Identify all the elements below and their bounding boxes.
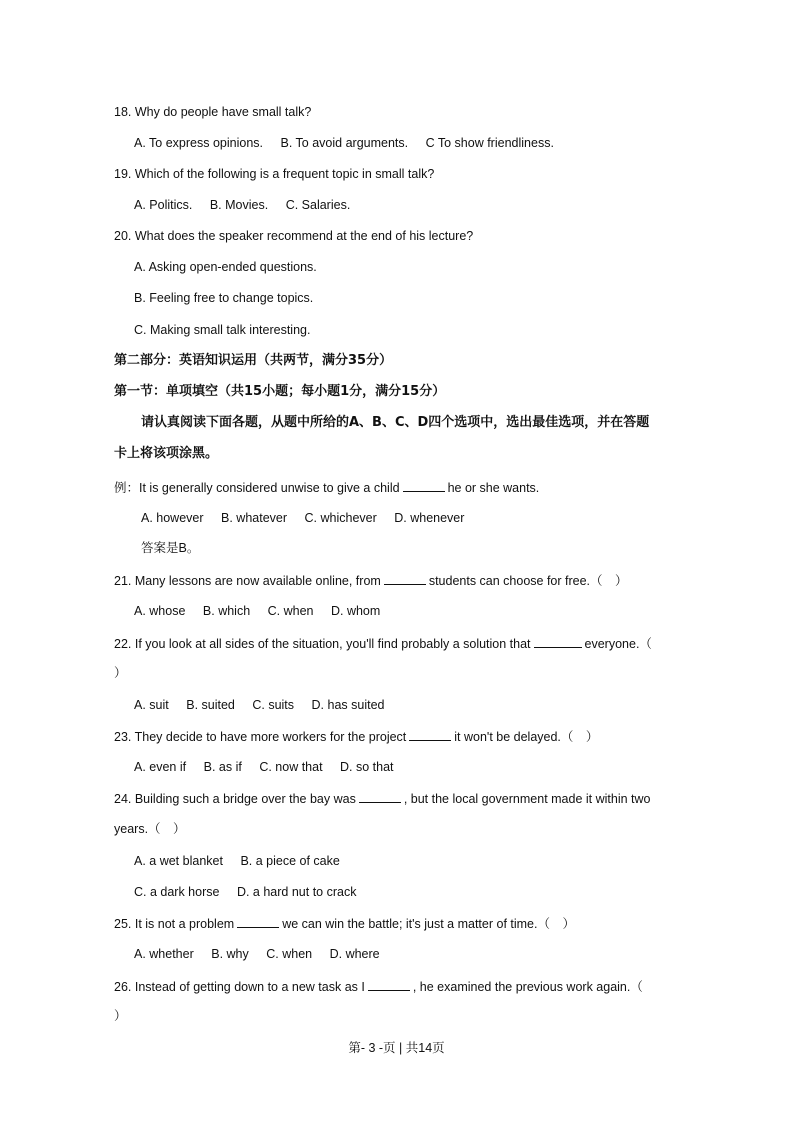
answer-blank <box>534 635 582 648</box>
option-d: D. so that <box>340 760 394 774</box>
question-19-stem: 19. Which of the following is a frequent topic in small talk? <box>114 167 435 181</box>
question-20-stem: 20. What does the speaker recommend at the end of his lecture? <box>114 229 474 243</box>
stem-text: 24. Building such a bridge over the bay was <box>114 792 356 806</box>
stem-text: 25. It is not a problem <box>114 917 235 931</box>
option-d: D. has suited <box>311 698 385 712</box>
option-c: C To show friendliness. <box>425 136 554 150</box>
option-a: A. suit <box>134 698 169 712</box>
question-20-option-b: B. Feeling free to change topics. <box>134 291 314 305</box>
question-22-stem <box>114 635 652 652</box>
option-a: A. To express opinions. <box>134 136 264 150</box>
option-b: B. suited <box>186 698 235 712</box>
example-options <box>141 510 478 526</box>
stem-text: 23. They decide to have more workers for the project <box>114 730 407 744</box>
option-a: A. whether <box>134 947 194 961</box>
question-21-stem <box>114 572 628 589</box>
part2-title: 第二部分：英语知识运用（共两节，满分35分） <box>114 353 393 368</box>
option-c: C. now that <box>259 760 323 774</box>
question-24-stem <box>114 790 650 807</box>
stem-text: we can win the battle; it's just a matter of time.（ ） <box>282 917 575 931</box>
option-b: B. why <box>211 947 249 961</box>
stem-text: 26. Instead of getting down to a new task as I <box>114 980 365 994</box>
stem-text: , but the local government made it within two <box>403 792 651 806</box>
stem-text: it won't be delayed.（ ） <box>454 730 599 744</box>
question-19-options <box>134 197 364 213</box>
stem-text: students can choose for free.（ ） <box>428 574 628 588</box>
section1-title: 第一节：单项填空（共15小题；每小题1分，满分15分） <box>114 384 446 399</box>
stem-text: everyone.（ <box>584 637 652 651</box>
option-b: B. whatever <box>221 511 288 525</box>
question-20-option-a: A. Asking open-ended questions. <box>134 260 317 274</box>
option-c: C. whichever <box>304 511 377 525</box>
question-22-options <box>134 697 399 713</box>
question-18-options <box>134 135 568 151</box>
example-suffix: he or she wants. <box>447 481 540 495</box>
question-26-continuation: ） <box>114 1009 127 1023</box>
instruction-line-1: 请认真阅读下面各题，从题中所给的A、B、C、D四个选项中，选出最佳选项，并在答题 <box>141 415 650 430</box>
option-b: B. a piece of cake <box>240 854 340 868</box>
option-b: B. which <box>202 604 251 618</box>
stem-text: , he examined the previous work again.（ <box>412 980 643 994</box>
option-a: A. Politics. <box>134 198 193 212</box>
option-b: B. To avoid arguments. <box>280 136 409 150</box>
option-c: C. when <box>266 947 313 961</box>
question-25-stem <box>114 915 575 932</box>
option-b: B. Movies. <box>209 198 269 212</box>
question-24-options-row2 <box>134 884 370 900</box>
instruction-line-2: 卡上将该项涂黑。 <box>114 446 219 461</box>
question-24-continuation: years.（ ） <box>114 822 186 836</box>
question-18-stem: 18. Why do people have small talk? <box>114 105 312 119</box>
answer-blank <box>368 978 410 991</box>
answer-blank <box>384 572 426 585</box>
option-d: D. whenever <box>394 511 465 525</box>
question-22-continuation: ） <box>114 666 127 680</box>
option-d: D. whom <box>330 604 381 618</box>
question-23-stem <box>114 728 598 745</box>
question-23-options <box>134 759 408 775</box>
option-a: A. even if <box>134 760 187 774</box>
stem-text: 21. Many lessons are now available online, from <box>114 574 381 588</box>
answer-blank <box>403 479 445 492</box>
answer-blank <box>359 790 401 803</box>
question-21-options <box>134 603 394 619</box>
option-c: C. Salaries. <box>285 198 351 212</box>
stem-text: 22. If you look at all sides of the situation, you'll find probably a solution that <box>114 637 531 651</box>
option-c: C. a dark horse <box>134 885 220 899</box>
question-20-option-c: C. Making small talk interesting. <box>134 323 311 337</box>
option-a: A. a wet blanket <box>134 854 223 868</box>
example-stem <box>114 479 539 496</box>
option-a: A. whose <box>134 604 186 618</box>
question-24-options-row1 <box>134 853 354 869</box>
answer-blank <box>237 915 279 928</box>
option-c: C. suits <box>252 698 295 712</box>
example-prefix: 例：It is generally considered unwise to give a child <box>114 481 400 495</box>
option-d: D. a hard nut to crack <box>236 885 357 899</box>
option-a: A. however <box>141 511 204 525</box>
example-answer: 答案是B。 <box>141 541 200 555</box>
option-d: D. where <box>329 947 380 961</box>
question-25-options <box>134 946 394 962</box>
question-26-stem <box>114 978 643 995</box>
option-b: B. as if <box>203 760 242 774</box>
answer-blank <box>409 728 451 741</box>
option-c: C. when <box>267 604 314 618</box>
page-footer: 第- 3 -页 | 共14页 <box>348 1041 445 1055</box>
